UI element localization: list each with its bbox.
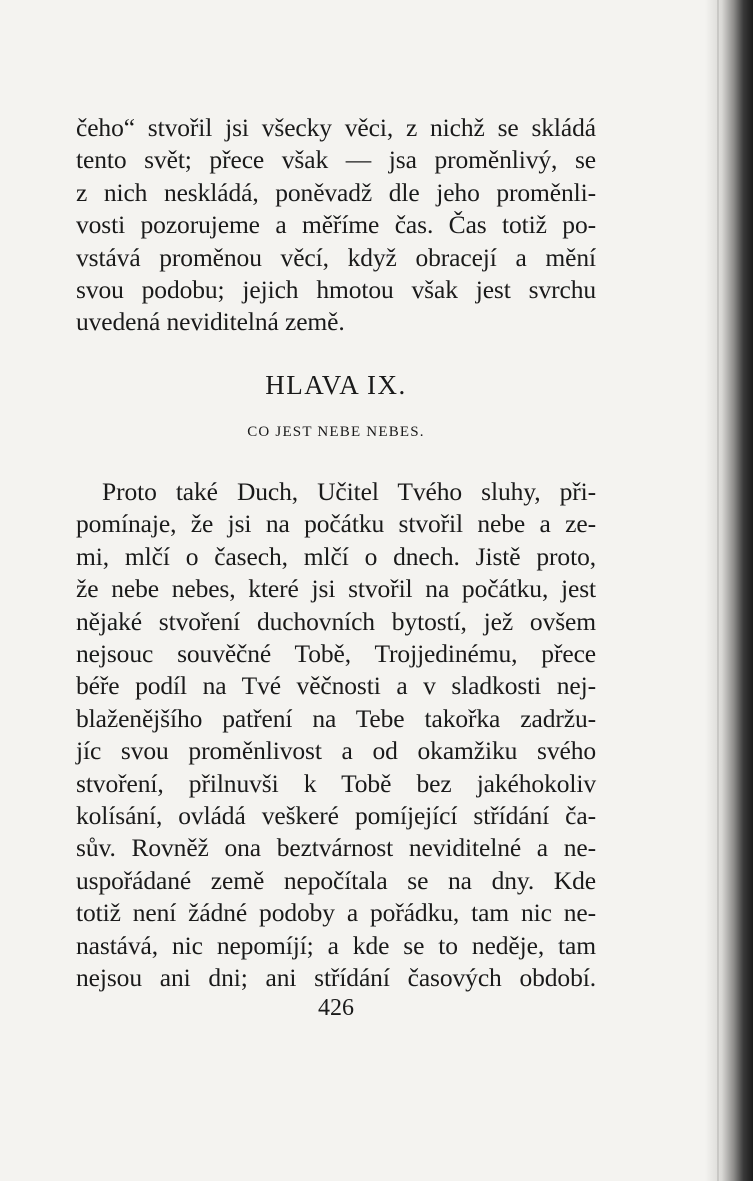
text-line: nejsou ani dni; ani střídání časových období. [76, 963, 596, 993]
book-spine-shadow [705, 0, 753, 1181]
chapter-heading: HLAVA IX. [265, 370, 407, 400]
text-line: jíc svou proměnlivost a od okamžiku svého [76, 736, 596, 766]
text-line: totiž není žádné podoby a pořádku, tam nic ne- [76, 898, 596, 928]
text-line: z nich neskládá, poněvadž dle jeho proměnli- [76, 177, 596, 207]
text-line: vstává proměnou věcí, když obracejí a mění [76, 242, 596, 272]
text-line: sův. Rovněž ona beztvárnost neviditelné a ne- [76, 833, 596, 863]
text-line: stvoření, přilnuvši k Tobě bez jakéhokoliv [76, 768, 596, 798]
text-line: že nebe nebes, které jsi stvořil na počátku, jest [76, 574, 596, 604]
text-line: svou podobu; jejich hmotou však jest svrchu [76, 275, 596, 305]
page-number: 426 [318, 995, 354, 1021]
text-line: nejsouc souvěčné Tobě, Trojjedinému, přece [76, 639, 596, 669]
text-line: uvedená neviditelná země. [76, 307, 345, 337]
paragraph-continuation [76, 112, 596, 339]
text-line: vosti pozorujeme a měříme čas. Čas totiž po- [76, 210, 596, 240]
text-line: pomínaje, že jsi na počátku stvořil nebe a ze- [76, 509, 596, 539]
text-line: Proto také Duch, Učitel Tvého sluhy, při- [102, 477, 596, 506]
text-line: tento svět; přece však — jsa proměnlivý, se [76, 145, 596, 175]
paragraph-chapter-body [76, 476, 596, 995]
chapter-subheading: CO JEST NEBE NEBES. [247, 424, 425, 440]
text-line: béře podíl na Tvé věčnosti a v sladkosti nej- [76, 671, 596, 701]
text-line: uspořádané země nepočítala se na dny. Kde [76, 865, 596, 895]
text-line: nastává, nic nepomíjí; a kde se to neděje, tam [76, 930, 596, 960]
text-line: nějaké stvoření duchovních bytostí, jež ovšem [76, 606, 596, 636]
text-line: mi, mlčí o časech, mlčí o dnech. Jistě proto, [76, 541, 596, 571]
text-line: čeho“ stvořil jsi všecky věci, z nichž se skládá [76, 113, 596, 142]
text-line: blaženějšího patření na Tebe takořka zadržu- [76, 703, 596, 733]
text-line: kolísání, ovládá veškeré pomíjející střídání ča- [76, 801, 596, 831]
book-spine-edge [717, 0, 719, 1181]
